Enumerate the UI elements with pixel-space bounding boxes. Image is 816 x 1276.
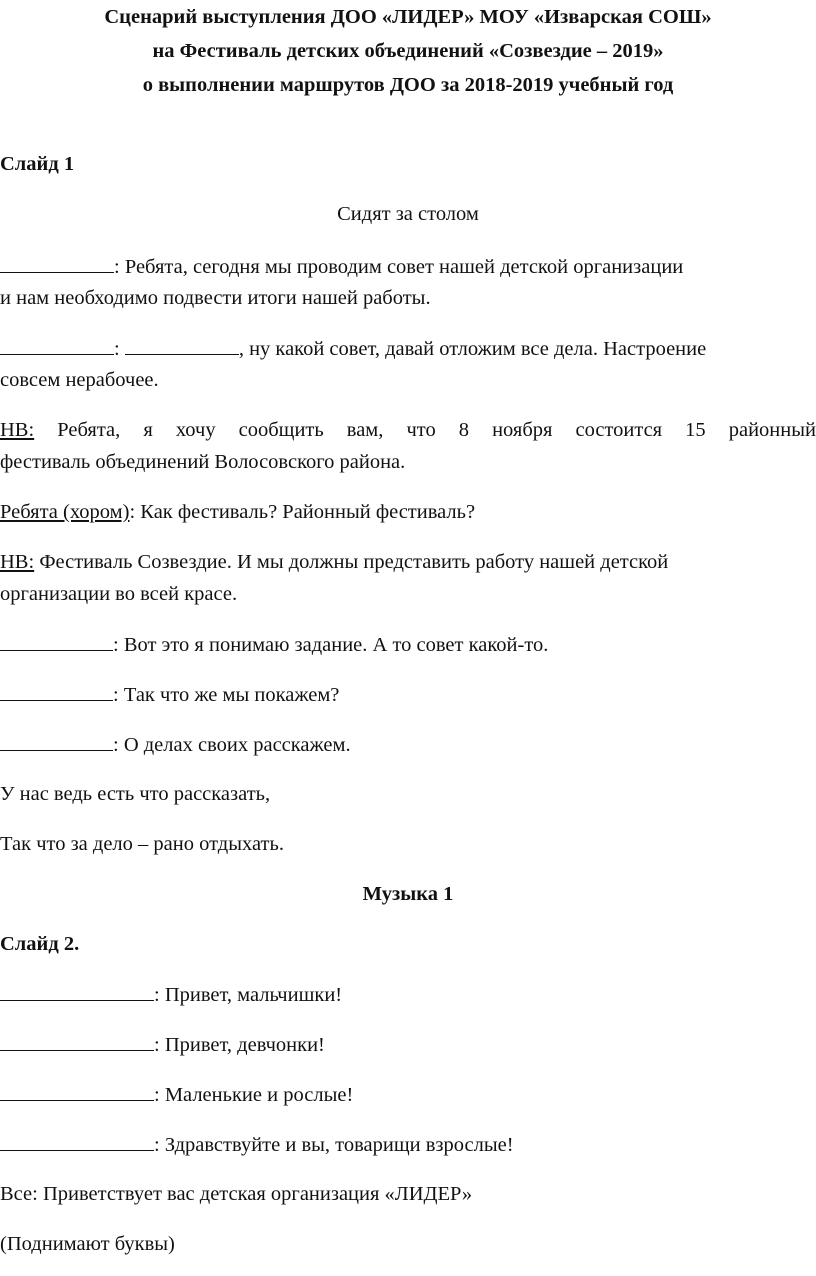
dialogue-text: : О делах своих расскажем. (113, 734, 351, 756)
stage-direction: Сидят за столом (337, 203, 479, 225)
dialogue-text: : Здравствуйте и вы, товарищи взрослые! (154, 1134, 514, 1156)
dialogue-line-continuation: совсем нерабочее. (0, 369, 159, 391)
verse-line: Так что за дело – рано отдыхать. (0, 833, 284, 855)
speaker-label: Ребята (хором) (0, 501, 130, 523)
dialogue-line (0, 335, 816, 362)
name-blank (125, 335, 239, 355)
dialogue-line (0, 549, 816, 575)
dialogue-line (0, 1131, 816, 1158)
stage-direction: (Поднимают буквы) (0, 1233, 175, 1255)
speaker-blank (0, 335, 114, 355)
slide2-heading: Слайд 2. (0, 933, 80, 955)
dialogue-text: : Привет, мальчишки! (154, 984, 343, 1006)
speaker-label: НВ: (0, 551, 35, 573)
music-cue: Музыка 1 (362, 883, 454, 905)
dialogue-line-continuation: организации во всей красе. (0, 583, 238, 605)
speaker-blank (0, 681, 113, 701)
dialogue-line-continuation: фестиваль объединений Волосовского района. (0, 451, 406, 473)
title-line-3: о выполнении маршрутов ДОО за 2018-2019 учебный год (142, 74, 674, 96)
dialogue-text: : Вот это я понимаю задание. А то совет какой-то. (113, 634, 549, 656)
speaker-blank (0, 1031, 154, 1051)
dialogue-text: : Так что же мы покажем? (113, 684, 340, 706)
verse-line: У нас ведь есть что рассказать, (0, 783, 271, 805)
dialogue-text: Фестиваль Созвездие. И мы должны представить работу нашей детской (34, 551, 669, 573)
dialogue-text: : Маленькие и рослые! (154, 1084, 354, 1106)
dialogue-text: : Привет, девчонки! (154, 1034, 325, 1056)
dialogue-text: Ребята, я хочу сообщить вам, что 8 ноября состоится 15 районный (34, 419, 816, 441)
dialogue-line (0, 1031, 816, 1058)
title-line-1: Сценарий выступления ДОО «ЛИДЕР» МОУ «Изварская СОШ» (104, 6, 712, 28)
speaker-blank (0, 631, 113, 651)
dialogue-text: : Ребята, сегодня мы проводим совет нашей детской организации (114, 256, 684, 278)
dialogue-line (0, 253, 816, 280)
dialogue-line (0, 631, 816, 658)
speaker-label: НВ: (0, 419, 35, 441)
speaker-blank (0, 981, 154, 1001)
dialogue-text: : Как фестиваль? Районный фестиваль? (129, 501, 476, 523)
speaker-blank (0, 1131, 154, 1151)
dialogue-line (0, 1081, 816, 1108)
dialogue-line (0, 731, 816, 758)
dialogue-text: , ну какой совет, давай отложим все дела. Настроение (238, 338, 707, 360)
dialogue-line (0, 981, 816, 1008)
title-line-2: на Фестиваль детских объединений «Созвездие – 2019» (152, 40, 664, 62)
speaker-blank (0, 1081, 154, 1101)
dialogue-line (0, 681, 816, 708)
dialogue-line (0, 417, 816, 443)
speaker-blank (0, 731, 113, 751)
dialogue-line: Все: Приветствует вас детская организация «ЛИДЕР» (0, 1183, 473, 1205)
speaker-blank (0, 253, 114, 273)
slide1-heading: Слайд 1 (0, 153, 75, 175)
dialogue-text: : (114, 338, 125, 360)
dialogue-line (0, 499, 816, 525)
dialogue-line-continuation: и нам необходимо подвести итоги нашей работы. (0, 287, 431, 309)
